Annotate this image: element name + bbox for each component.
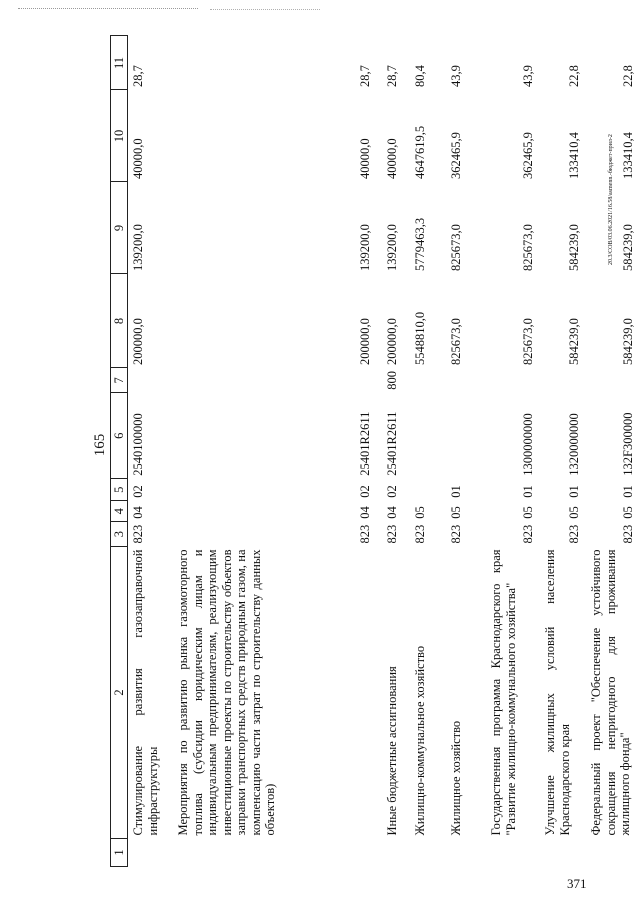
table-row	[405, 36, 439, 867]
cell-csr: 132F300000	[620, 412, 635, 476]
cell-col10: 362465,9	[449, 132, 463, 179]
cell-ved: 823	[520, 524, 535, 544]
cell-col8: 584239,0	[620, 318, 635, 365]
cell-col8: 200000,0	[131, 318, 145, 365]
header-cell: 6	[111, 393, 128, 479]
table-row	[439, 36, 479, 867]
cell-col1	[405, 839, 439, 867]
cell-vr	[479, 368, 535, 393]
table-row	[161, 36, 374, 867]
cell-name: Иные бюджетные ассигнования	[385, 666, 399, 836]
cell-rz: 05	[449, 506, 463, 519]
cell-col11: 43,9	[449, 65, 463, 87]
cell-col10: 362465,9	[520, 132, 535, 179]
cell-ved: 823	[449, 524, 463, 544]
cell-name: Жилищное хозяйство	[449, 720, 463, 836]
cell-csr	[439, 393, 479, 479]
cell-name: Жилищно-коммунальное хозяйство	[413, 645, 427, 836]
cell-col8: 5548810,0	[413, 311, 427, 365]
cell-col8: 825673,0	[449, 318, 463, 365]
header-cell: 3	[111, 522, 128, 547]
cell-vr	[439, 368, 479, 393]
cell-vr	[128, 368, 162, 393]
table-row	[479, 36, 535, 867]
cell-rz: 05	[620, 506, 635, 519]
cell-rz: 05	[520, 506, 535, 519]
cell-col11: 43,9	[520, 65, 535, 87]
document-footer: 20.3/СОВ/03.06.2021/16.58/asmenn.-бюджет-прил-2	[608, 134, 614, 265]
cell-vr	[581, 368, 635, 393]
cell-col11: 28,7	[357, 65, 372, 87]
cell-col9: 825673,0	[520, 224, 535, 271]
cell-rz: 04	[131, 506, 145, 519]
cell-col11: 22,8	[620, 65, 635, 87]
cell-rz: 04	[385, 506, 399, 519]
cell-col1	[128, 839, 162, 867]
cell-ved: 823	[620, 524, 635, 544]
cell-col11: 80,4	[413, 65, 427, 87]
header-cell: 7	[111, 368, 128, 393]
cell-csr: 25401R2611	[357, 411, 372, 476]
cell-name: Федеральный проект "Обеспечение устойчивого сокращения непригодного для проживания жилищного фонда"	[589, 549, 632, 836]
cell-rz: 04	[357, 506, 372, 519]
cell-col1	[439, 839, 479, 867]
cell-col8: 584239,0	[566, 318, 581, 365]
header-cell: 1	[111, 839, 128, 867]
cell-name: Государственная программа Краснодарского края "Развитие жилищно-коммунального хозяйства"	[489, 549, 518, 836]
header-cell: 9	[111, 182, 128, 274]
cell-rz: 05	[566, 506, 581, 519]
page-number-top: 165	[92, 433, 108, 457]
cell-pr: 02	[131, 485, 145, 498]
budget-table	[110, 36, 635, 868]
cell-vr: 800	[385, 371, 399, 390]
cell-col11: 22,8	[566, 65, 581, 87]
table-row	[128, 36, 162, 867]
cell-col9: 139200,0	[385, 224, 399, 271]
cell-col10: 133410,4	[620, 132, 635, 179]
cell-ved: 823	[566, 524, 581, 544]
cell-ved: 823	[357, 524, 372, 544]
cell-col10: 40000,0	[357, 138, 372, 179]
cell-col1	[581, 839, 635, 867]
cell-pr: 01	[449, 485, 463, 498]
cell-name: Стимулирование развития газозаправочной инфраструктуры	[131, 549, 160, 836]
header-cell: 10	[111, 90, 128, 182]
cell-col10: 40000,0	[131, 138, 145, 179]
cell-rz: 05	[413, 506, 427, 519]
cell-pr: 02	[357, 485, 372, 498]
cell-pr: 01	[620, 485, 635, 498]
cell-col1	[161, 839, 374, 867]
cell-pr: 01	[566, 485, 581, 498]
cell-pr: 02	[385, 485, 399, 498]
cell-vr	[405, 368, 439, 393]
header-cell: 8	[111, 274, 128, 368]
cell-col10: 40000,0	[385, 138, 399, 179]
cell-vr	[161, 368, 374, 393]
cell-col9: 139200,0	[357, 224, 372, 271]
cell-ved: 823	[385, 524, 399, 544]
cell-col8: 200000,0	[385, 318, 399, 365]
cell-col10: 133410,4	[566, 132, 581, 179]
cell-col9: 825673,0	[449, 224, 463, 271]
cell-csr	[405, 393, 439, 479]
cell-csr: 25401R2611	[385, 411, 399, 476]
cell-name: Мероприятия по развитию рынка газомоторного топлива (субсидии юридическим лицам и индивидуальным предпринимателям, реализующим инвестиционные проекты по строительству объектов заправки транспортных средств природным газом, на компенсацию части затрат по строительству данных объектов)	[176, 549, 277, 836]
table-row	[535, 36, 581, 867]
cell-csr: 2540100000	[131, 413, 145, 476]
cell-col8: 200000,0	[357, 318, 372, 365]
cell-col9: 139200,0	[131, 224, 145, 271]
cell-csr: 1320000000	[566, 413, 581, 476]
cell-col1	[479, 839, 535, 867]
cell-ved: 823	[131, 524, 145, 544]
cell-col11: 28,7	[385, 65, 399, 87]
cell-col9: 5779463,3	[413, 217, 427, 271]
header-cell: 5	[111, 479, 128, 501]
table-row	[374, 36, 405, 867]
header-cell: 4	[111, 501, 128, 522]
cell-name: Улучшение жилищных условий населения Краснодарского края	[543, 549, 572, 836]
header-row	[111, 36, 128, 867]
cell-col1	[374, 839, 405, 867]
cell-col1	[535, 839, 581, 867]
cell-col9: 584239,0	[566, 224, 581, 271]
cell-col9: 584239,0	[620, 224, 635, 271]
header-cell: 11	[111, 36, 128, 90]
cell-pr: 01	[520, 485, 535, 498]
cell-csr: 1300000000	[520, 413, 535, 476]
cell-pr	[405, 479, 439, 501]
cell-col8: 825673,0	[520, 318, 535, 365]
header-cell: 2	[111, 547, 128, 839]
page-number-bottom: 371	[567, 876, 587, 891]
cell-vr	[535, 368, 581, 393]
cell-col10: 4647619,5	[413, 125, 427, 179]
cell-col11: 28,7	[131, 65, 145, 87]
cell-ved: 823	[413, 524, 427, 544]
